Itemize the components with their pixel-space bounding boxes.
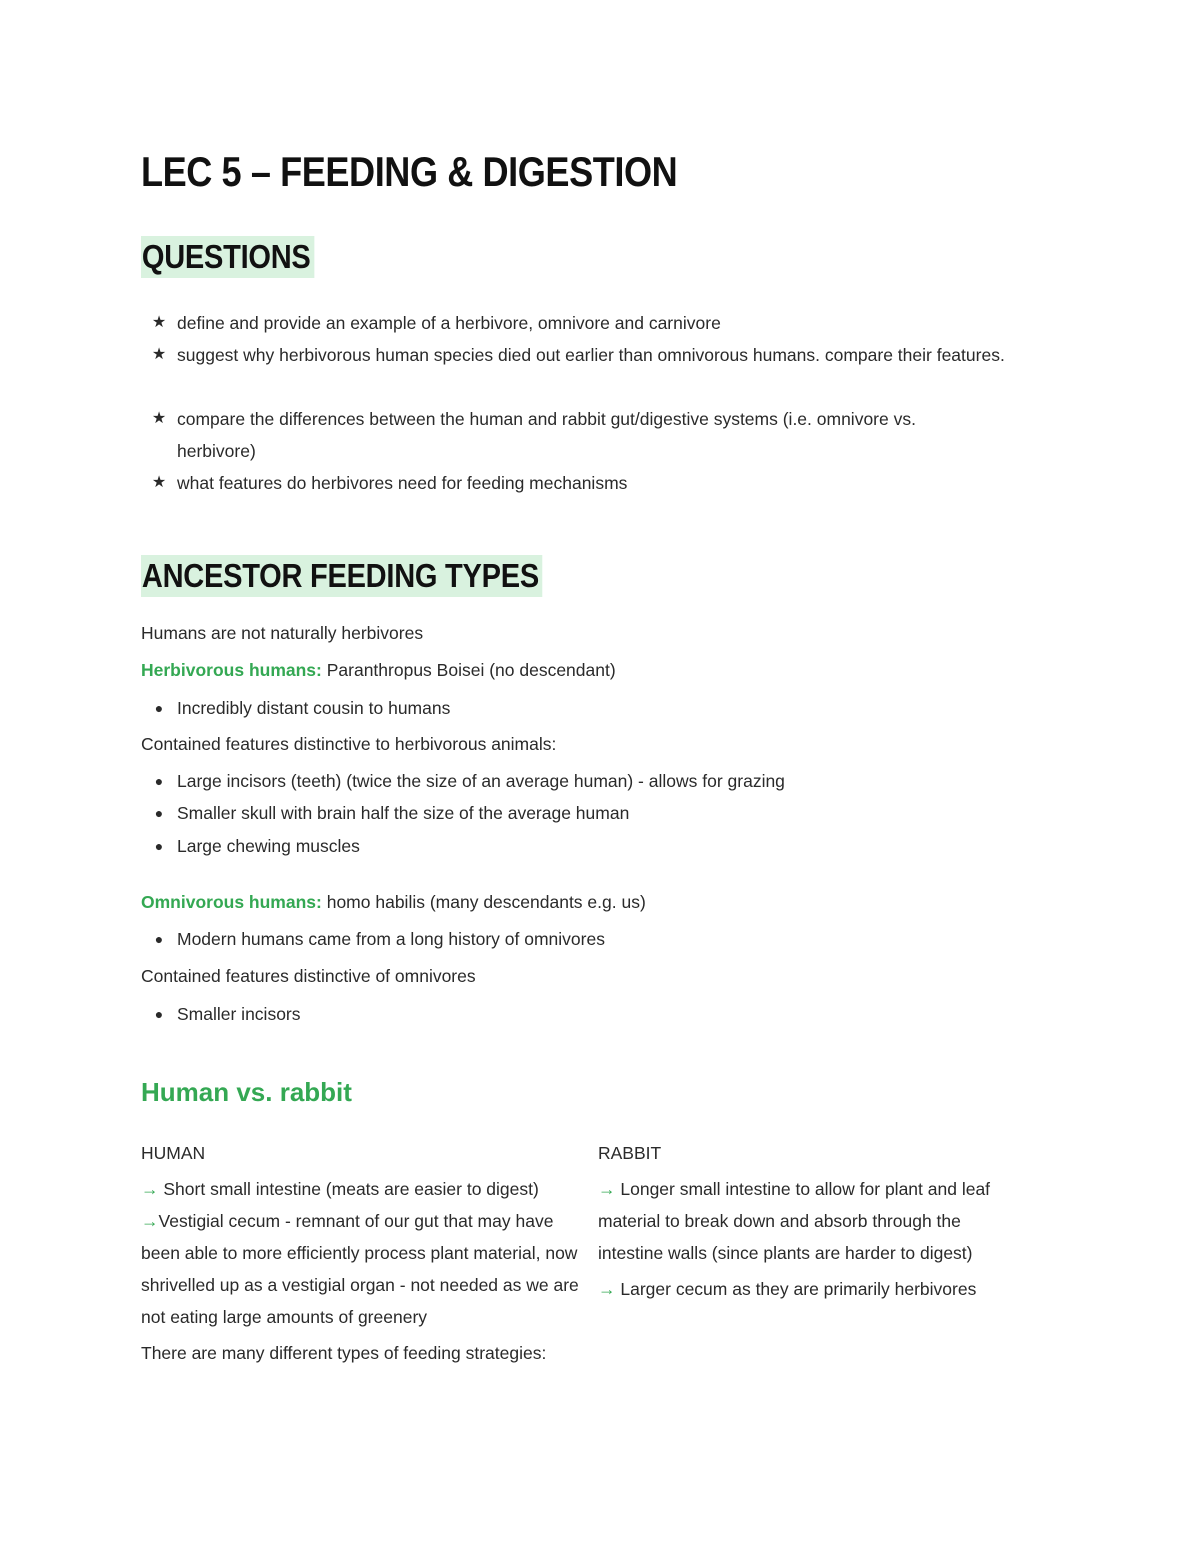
bullet-icon: ● bbox=[154, 931, 164, 947]
star-icon: ★ bbox=[151, 346, 167, 363]
human-point: →Vestigial cecum - remnant of our gut that may have been able to more efficiently process plant material, now shrivelled up as a vestigial organ - not needed as we are not eating large amounts of greenery bbox=[141, 1211, 579, 1327]
rabbit-point: → Larger cecum as they are primarily herbivores bbox=[598, 1279, 977, 1299]
herbivorous-label: Herbivorous humans: bbox=[141, 660, 322, 680]
list-item: ● Smaller incisors bbox=[177, 998, 1017, 1030]
human-footer: There are many different types of feeding strategies: bbox=[141, 1343, 547, 1363]
arrow-icon: → bbox=[141, 1211, 159, 1231]
arrow-icon: → bbox=[141, 1179, 159, 1199]
arrow-icon: → bbox=[598, 1179, 616, 1199]
star-icon: ★ bbox=[151, 474, 167, 491]
human-label: HUMAN bbox=[141, 1143, 206, 1163]
herbivorous-line: Herbivorous humans: Paranthropus Boisei (no descendant) bbox=[141, 660, 616, 680]
ancestor-intro: Humans are not naturally herbivores bbox=[141, 623, 424, 643]
bullet-icon: ● bbox=[154, 1006, 164, 1022]
list-item: ★ what features do herbivores need for feeding mechanisms bbox=[177, 467, 1017, 499]
list-item: ● Large incisors (teeth) (twice the size of an average human) - allows for grazing bbox=[177, 765, 1017, 797]
rabbit-point: → Longer small intestine to allow for plant and leaf material to break down and absorb through the intestine walls (since plants are harder to digest) bbox=[598, 1179, 991, 1263]
star-icon: ★ bbox=[151, 314, 167, 331]
ancestor-heading: ANCESTOR FEEDING TYPES bbox=[141, 555, 542, 597]
arrow-icon: → bbox=[598, 1279, 616, 1299]
star-icon: ★ bbox=[151, 410, 167, 427]
human-column bbox=[141, 1137, 581, 1369]
list-item: ● Large chewing muscles bbox=[177, 830, 1017, 862]
bullet-icon: ● bbox=[154, 700, 164, 716]
list-item: ★ compare the differences between the human and rabbit gut/digestive systems (i.e. omnivore vs. herbivore) bbox=[177, 403, 997, 467]
rabbit-column bbox=[598, 1137, 1028, 1305]
herbivore-features-intro: Contained features distinctive to herbivorous animals: bbox=[141, 734, 557, 754]
list-item: ● Modern humans came from a long history of omnivores bbox=[177, 923, 1017, 955]
list-item: ● Incredibly distant cousin to humans bbox=[177, 692, 1017, 724]
bullet-icon: ● bbox=[154, 773, 164, 789]
omnivorous-label: Omnivorous humans: bbox=[141, 892, 322, 912]
page-title: LEC 5 – FEEDING & DIGESTION bbox=[141, 148, 678, 195]
list-item: ★ define and provide an example of a herbivore, omnivore and carnivore bbox=[177, 307, 1017, 339]
omnivore-features-intro: Contained features distinctive of omnivores bbox=[141, 966, 476, 986]
rabbit-label: RABBIT bbox=[598, 1143, 662, 1163]
bullet-icon: ● bbox=[154, 805, 164, 821]
omnivorous-line: Omnivorous humans: homo habilis (many descendants e.g. us) bbox=[141, 892, 646, 912]
list-item: ● Smaller skull with brain half the size of the average human bbox=[177, 797, 1017, 829]
comparison-heading: Human vs. rabbit bbox=[141, 1077, 352, 1107]
list-item: ★ suggest why herbivorous human species died out earlier than omnivorous humans. compare their features. bbox=[177, 339, 1027, 371]
bullet-icon: ● bbox=[154, 838, 164, 854]
human-point: → Short small intestine (meats are easier to digest) bbox=[141, 1179, 539, 1199]
questions-heading: QUESTIONS bbox=[141, 236, 314, 278]
